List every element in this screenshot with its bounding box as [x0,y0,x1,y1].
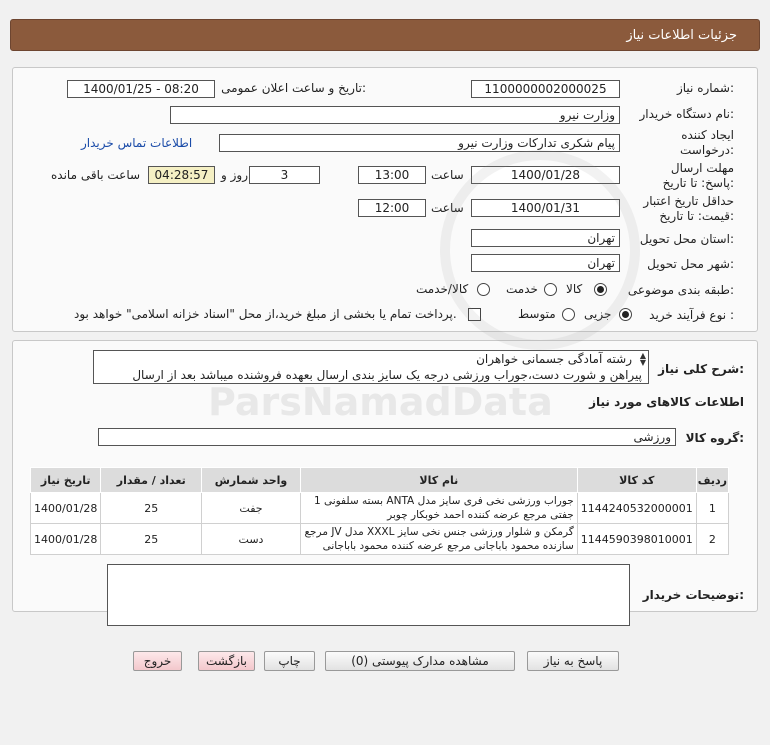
validity-date-field: 1400/01/31 [471,199,620,217]
validity-time-field: 12:00 [358,199,426,217]
city-field: تهران [471,254,620,272]
back-button[interactable]: بازگشت [198,651,255,671]
remaining-label: ساعت باقی مانده [51,168,141,182]
deadline-time-field: 13:00 [358,166,426,184]
table-row [31,524,729,555]
row-name: گرمکن و شلوار ورزشی جنس نخی سایز XXXL مدل JV مرجع سازنده محمود باباجانی مرجع عرضه کننده محمود باباجانی [300,524,577,555]
col-code: کد کالا [577,468,696,493]
buyer-org-label: نام دستگاه خریدار: [639,107,734,121]
col-qty: تعداد / مقدار [101,468,202,493]
treasury-payment-note: پرداخت تمام یا بخشی از مبلغ خرید،از محل "اسناد خزانه اسلامی" خواهد بود. [74,307,457,321]
print-button[interactable]: چاپ [264,651,315,671]
category-goods-label: کالا [566,282,583,296]
deadline-label: مهلت ارسال پاسخ: تا تاریخ: [662,161,734,190]
announce-date-label: تاریخ و ساعت اعلان عمومی: [221,81,366,95]
row-name: جوراب ورزشی نخی فری سایز مدل ANTA بسته سلفونی 1 جفتی مرجع عرضه کننده احمد خوبکار چوبر [300,493,577,524]
description-line-1: رشته آمادگی جسمانی خواهران [476,352,632,366]
remaining-time-field: 04:28:57 [148,166,215,184]
category-both-label: کالا/خدمت [416,282,469,296]
buyer-org-field: وزارت نیرو [170,106,620,124]
reply-button[interactable]: پاسخ به نیاز [527,651,619,671]
row-qty: 25 [101,493,202,524]
description-label: شرح کلی نیاز: [658,362,744,376]
col-index: ردیف [696,468,728,493]
row-code: 1144590398010001 [577,524,696,555]
col-name: نام کالا [300,468,577,493]
province-label: استان محل تحویل: [639,232,734,246]
days-field: 3 [249,166,320,184]
province-field: تهران [471,229,620,247]
category-label: طبقه بندی موضوعی: [627,283,734,297]
scroll-arrows-icon[interactable]: ▲ ▼ [639,351,646,367]
purchase-minor-radio[interactable] [619,308,632,321]
row-unit: جفت [202,493,301,524]
buyer-contact-link[interactable]: اطلاعات تماس خریدار [81,136,193,150]
col-date: تاریخ نیاز [31,468,101,493]
validity-label: حداقل تاریخ اعتبار قیمت: تا تاریخ: [643,194,734,223]
row-qty: 25 [101,524,202,555]
goods-section-title: اطلاعات کالاهای مورد نیاز [589,395,744,409]
category-service-label: خدمت [506,282,538,296]
description-line-2: پیراهن و شورت دست،جوراب ورزشی درجه یک سایز بندی ارسال بعهده فروشنده میباشد بعد از ارسال [132,368,642,382]
watermark-brand: ParsNamadData [208,380,553,424]
buyer-notes-label: توضیحات خریدار: [642,588,744,602]
creator-label: ایجاد کننده درخواست: [680,128,734,157]
row-index: 2 [696,524,728,555]
city-label: شهر محل تحویل: [647,257,734,271]
description-textarea[interactable] [93,350,649,384]
deadline-time-label: ساعت [431,168,464,182]
purchase-minor-label: جزیی [584,307,612,321]
goods-group-field: ورزشی [98,428,676,446]
deadline-date-field: 1400/01/28 [471,166,620,184]
attachments-button[interactable]: مشاهده مدارک پیوستی (0) [325,651,515,671]
row-code: 1144240532000001 [577,493,696,524]
days-label: روز و [221,168,248,182]
row-unit: دست [202,524,301,555]
exit-button[interactable]: خروج [133,651,182,671]
purchase-type-label: نوع فرآیند خرید : [649,308,734,322]
validity-time-label: ساعت [431,201,464,215]
goods-group-label: گروه کالا: [685,431,744,445]
need-number-field: 1100000002000025 [471,80,620,98]
row-index: 1 [696,493,728,524]
table-row [31,493,729,524]
purchase-medium-label: متوسط [518,307,556,321]
page-header: جزئیات اطلاعات نیاز [10,19,760,51]
creator-field: پیام شکری تدارکات وزارت نیرو [219,134,620,152]
row-date: 1400/01/28 [31,524,101,555]
need-number-label: شماره نیاز: [676,81,734,95]
announce-date-field: 1400/01/25 - 08:20 [67,80,215,98]
goods-table [30,467,729,555]
col-unit: واحد شمارش [202,468,301,493]
buyer-notes-textarea[interactable] [107,564,630,626]
watermark-logo [440,150,640,350]
row-date: 1400/01/28 [31,493,101,524]
